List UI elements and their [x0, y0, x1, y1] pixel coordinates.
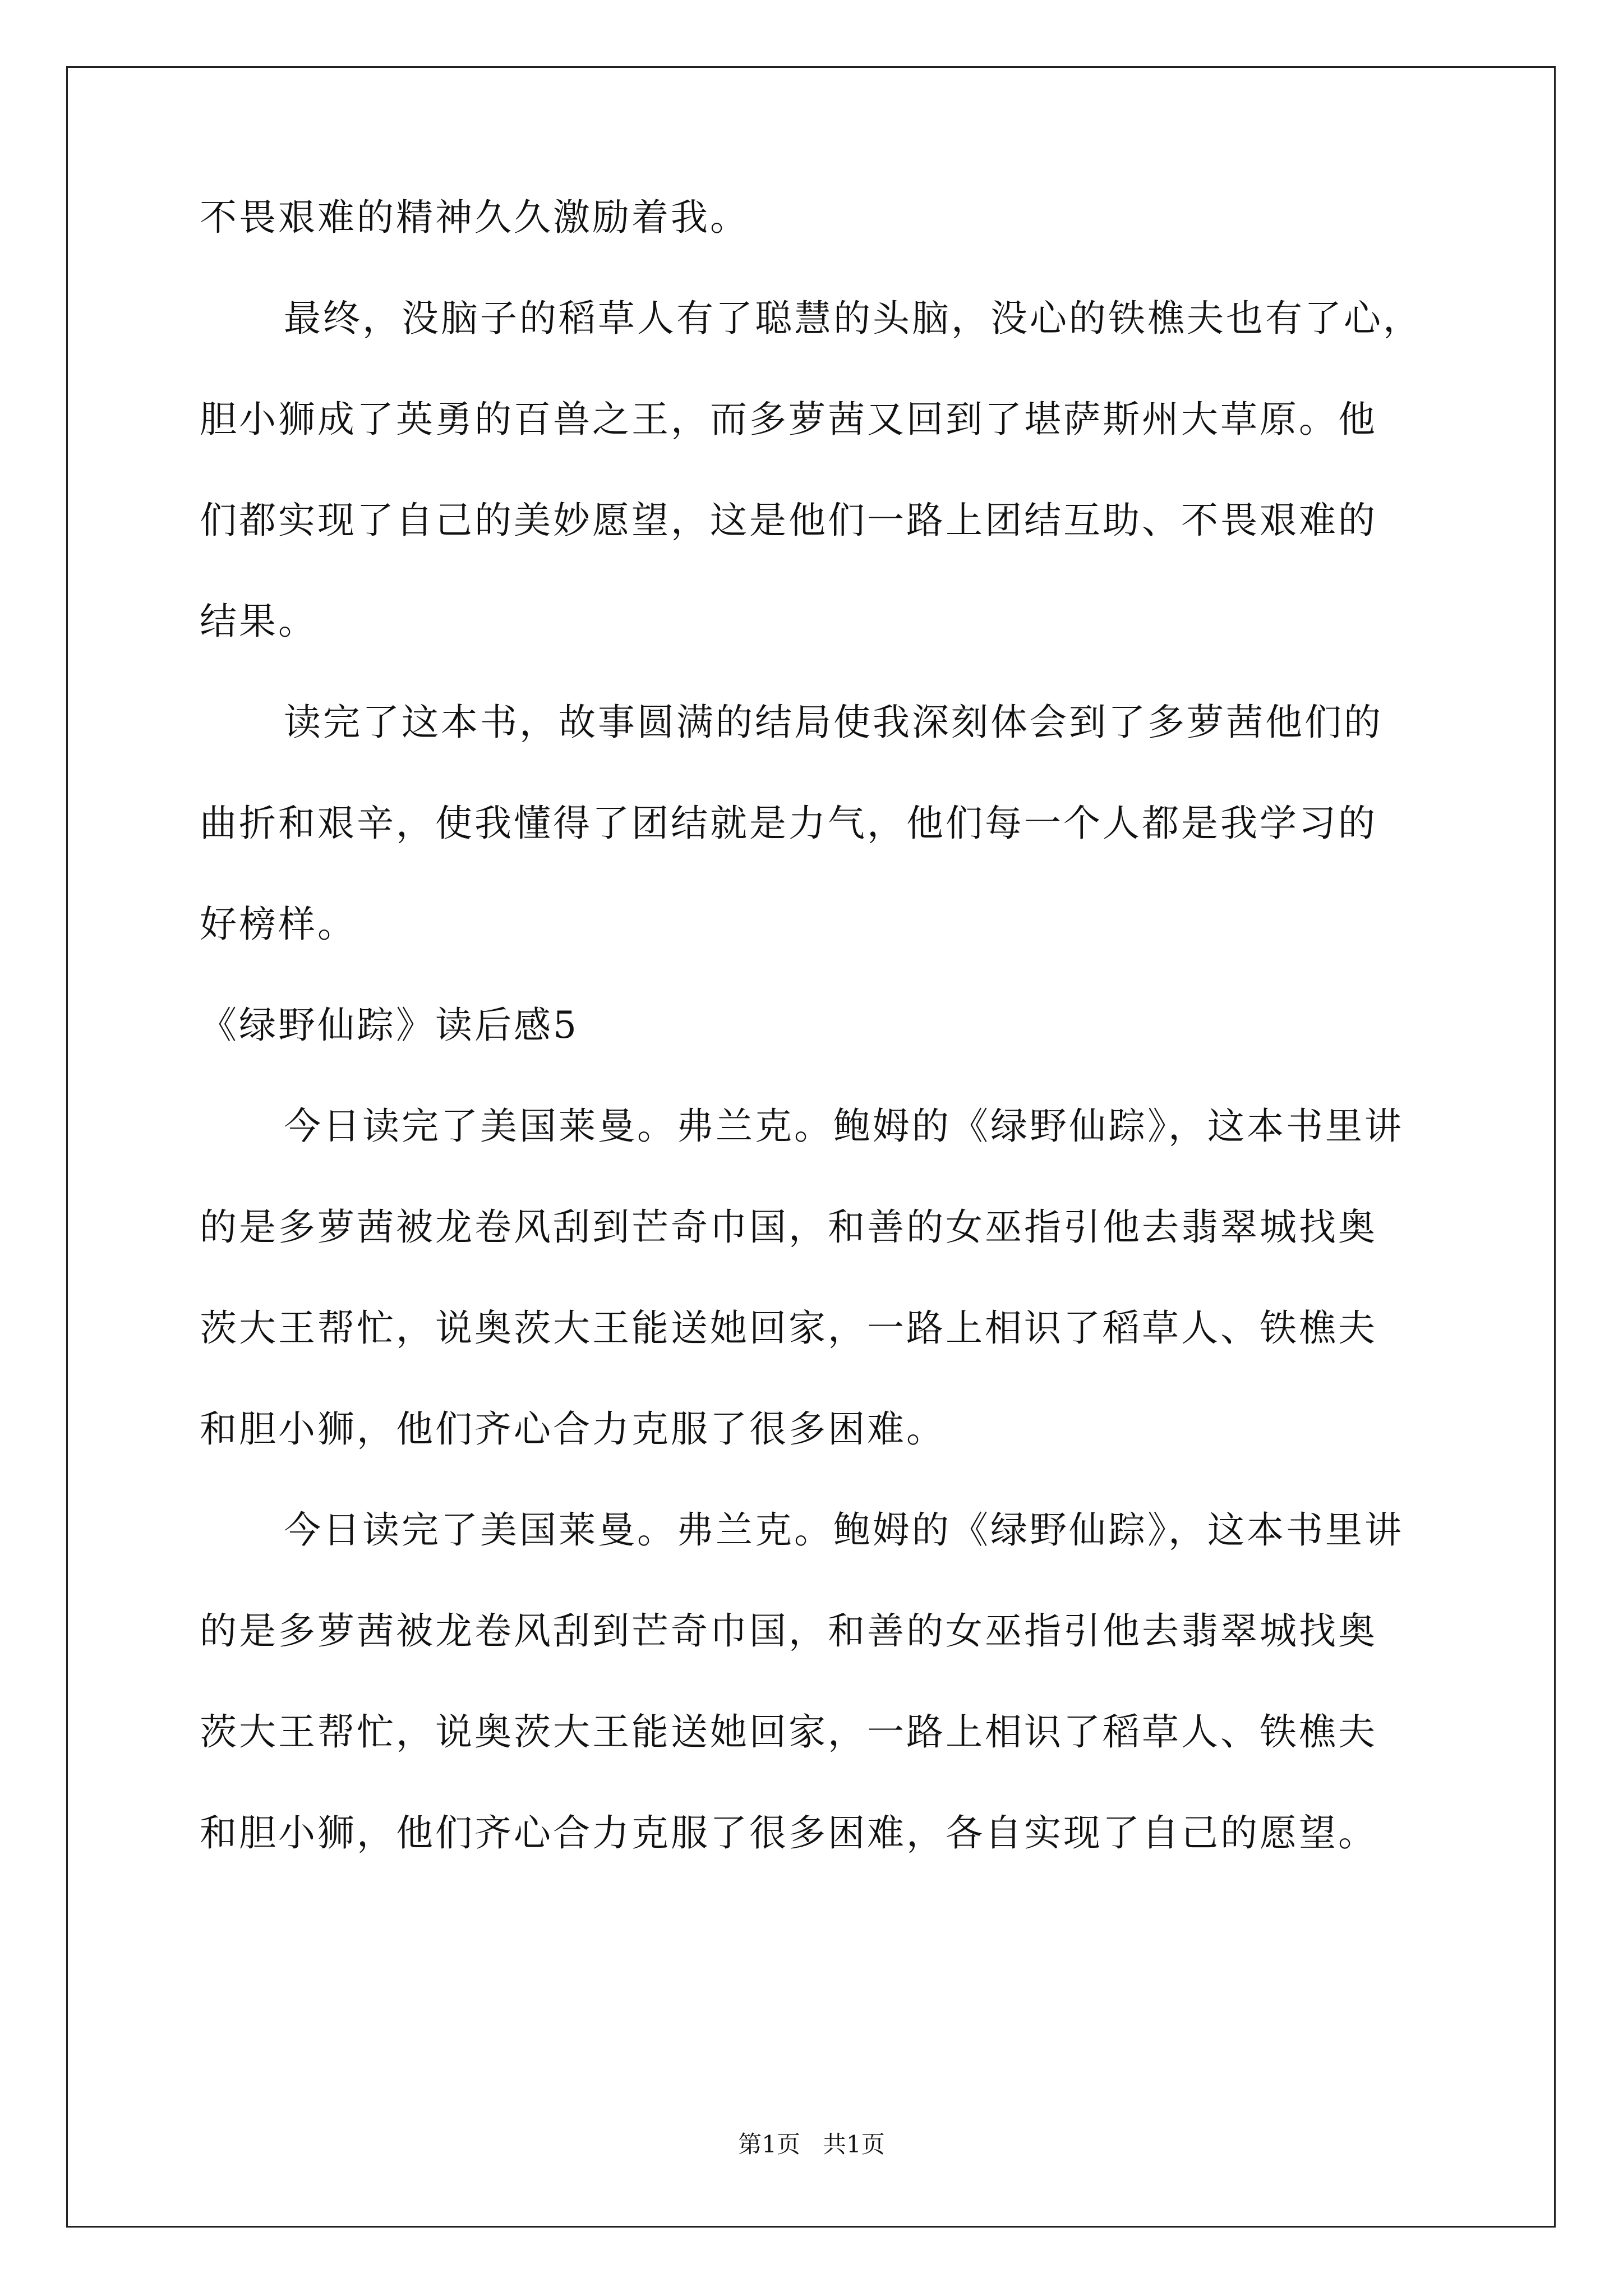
text-line: 最终，没脑子的稻草人有了聪慧的头脑，没心的铁樵夫也有了心， [284, 297, 1422, 340]
text-line: 曲折和艰辛，使我懂得了团结就是力气，他们每一个人都是我学习的 [200, 802, 1377, 845]
text-line: 们都实现了自己的美妙愿望，这是他们一路上团结互助、不畏艰难的 [200, 499, 1377, 542]
text-line: 好榜样。 [200, 903, 357, 946]
text-line: 结果。 [200, 600, 317, 643]
text-line: 胆小狮成了英勇的百兽之王，而多萝茜又回到了堪萨斯州大草原。他 [200, 398, 1377, 441]
text-line: 不畏艰难的精神久久激励着我。 [200, 196, 749, 239]
section-heading: 《绿野仙踪》读后感5 [200, 1004, 579, 1047]
text-line: 读完了这本书，故事圆满的结局使我深刻体会到了多萝茜他们的 [284, 701, 1383, 744]
text-line: 今日读完了美国莱曼。弗兰克。鲍姆的《绿野仙踪》，这本书里讲 [284, 1105, 1404, 1148]
text-line: 的是多萝茜被龙卷风刮到芒奇巾国，和善的女巫指引他去翡翠城找奥 [200, 1205, 1377, 1249]
text-line: 茨大王帮忙，说奥茨大王能送她回家，一路上相识了稻草人、铁樵夫 [200, 1306, 1377, 1350]
text-line: 茨大王帮忙，说奥茨大王能送她回家，一路上相识了稻草人、铁樵夫 [200, 1710, 1377, 1754]
text-line: 的是多萝茜被龙卷风刮到芒奇巾国，和善的女巫指引他去翡翠城找奥 [200, 1609, 1377, 1653]
text-line: 和胆小狮，他们齐心合力克服了很多困难。 [200, 1407, 946, 1451]
text-line: 和胆小狮，他们齐心合力克服了很多困难，各自实现了自己的愿望。 [200, 1811, 1377, 1855]
page-number-footer: 第1页 共1页 [738, 2131, 885, 2158]
text-line: 今日读完了美国莱曼。弗兰克。鲍姆的《绿野仙踪》，这本书里讲 [284, 1508, 1404, 1552]
